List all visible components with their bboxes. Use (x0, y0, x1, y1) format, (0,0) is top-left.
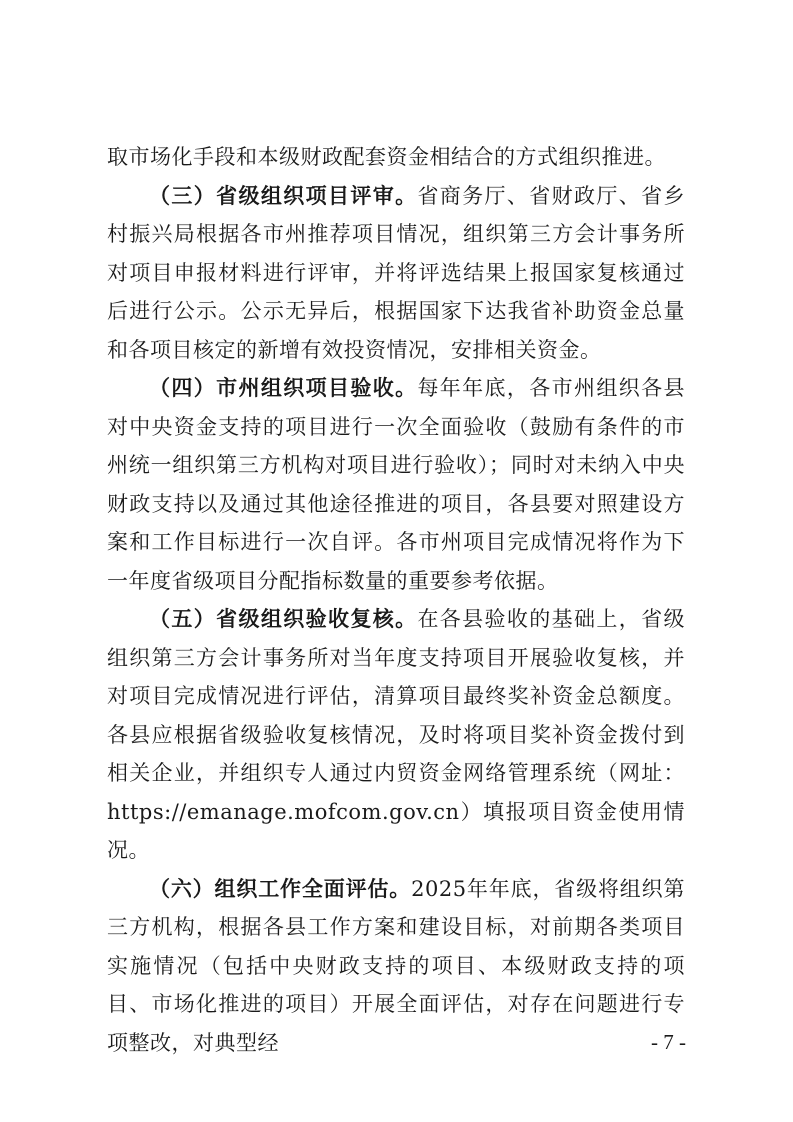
paragraph-4 (107, 369, 685, 600)
paragraph-3 (107, 177, 685, 370)
document-body (107, 138, 685, 1062)
paragraph-heading: （四）市州组织项目验收。 (149, 375, 418, 400)
paragraph-6 (107, 870, 685, 1063)
paragraph-text: 在各县验收的基础上，省级组织第三方会计事务所对当年度支持项目开展验收复核，并对项目完成情况进行评估，清算项目最终奖补资金总额度。各县应根据省级验收复核情况，及时将项目奖补资金拨付到相关企业，并组织专人通过内贸资金网络管理系统（网址：https://emanage.mofcom.gov.cn）填报项目资金使用情况。 (107, 607, 686, 862)
paragraph-text: 取市场化手段和本级财政配套资金相结合的方式组织推进。 (107, 145, 666, 169)
paragraph-text: 2025年年底，省级将组织第三方机构，根据各县工作方案和建设目标，对前期各类项目实施情况（包括中央财政支持的项目、本级财政支持的项目、市场化推进的项目）开展全面评估，对存在问题进行专项整改，对典型经 (107, 876, 685, 1055)
paragraph-text: 每年年底，各市州组织各县对中央资金支持的项目进行一次全面验收（鼓励有条件的市州统一组织第三方机构对项目进行验收）；同时对未纳入中央财政支持以及通过其他途径推进的项目，各县要对照建设方案和工作目标进行一次自评。各市州项目完成情况将作为下一年度省级项目分配指标数量的重要参考依据。 (107, 376, 686, 593)
paragraph-continuation (107, 138, 685, 177)
paragraph-heading: （五）省级组织验收复核。 (149, 606, 418, 631)
paragraph-5 (107, 600, 685, 870)
paragraph-heading: （六）组织工作全面评估。 (149, 875, 412, 901)
page-number: - 7 - (651, 1030, 686, 1054)
paragraph-text: 省商务厅、省财政厅、省乡村振兴局根据各市州推荐项目情况，组织第三方会计事务所对项目申报材料进行评审，并将评选结果上报国家复核通过后进行公示。公示无异后，根据国家下达我省补助资金总量和各项目核定的新增有效投资情况，安排相关资金。 (107, 183, 686, 362)
paragraph-heading: （三）省级组织项目评审。 (149, 182, 418, 208)
